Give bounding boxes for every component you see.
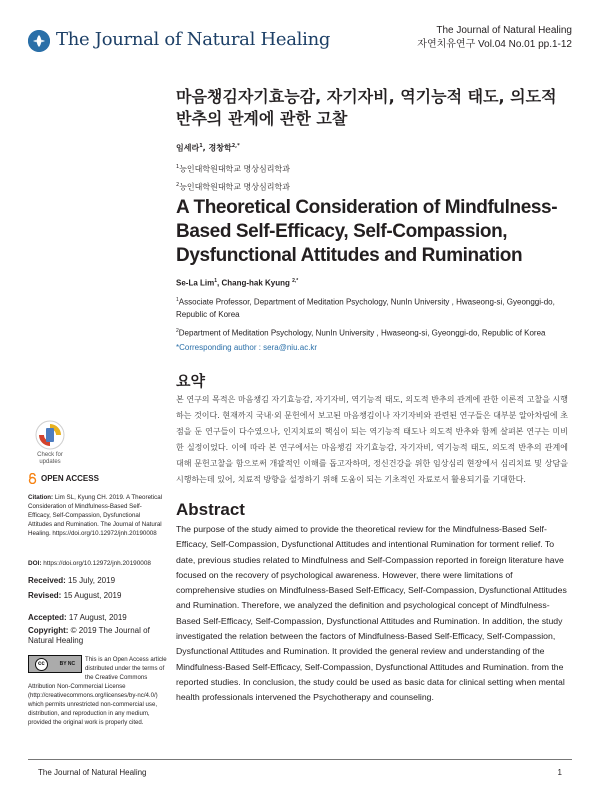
english-author-2: , Chang-hak Kyung	[217, 278, 293, 288]
footer-rule	[28, 759, 572, 760]
citation-block	[28, 493, 163, 538]
english-author-1: Se-La Lim	[176, 278, 215, 288]
dates-block	[28, 574, 168, 603]
english-abstract-heading: Abstract	[176, 500, 245, 519]
english-title: A Theoretical Consideration of Mindfulness-Based Self-Efficacy, Self-Compassion, Dysfunctional Attitudes and Rumination	[176, 197, 558, 266]
korean-abstract-body: 본 연구의 목적은 마음챙김 자기효능감, 자기자비, 역기능적 태도, 의도적 반추의 관계에 관한 이론적 고찰을 시행하는 것이다. 현재까지 국내·외 문헌에서 보고된 마음챙김이나 자기자비와 관련된 연구들은 대부분 알아차림에 초점을 둔 연구들이 다수였으나, 인지치료의 핵심이 되는 역기능적 태도나 의도적 반추와 함께 살펴본 연구는 미비한 실정이었다. 이에 따라 본 연구에서는 마음챙김 자기효능감, 자기자비, 역기능적 태도, 의도적 반추의 관계에 대해 문헌고찰을 함으로써 개괄적인 이해를 돕고자하며, 정신건강을 위한 임상심리 현장에서 심리치료 및 상담을 시행하는데 있어, 치료적 방향을 설정하기 위해 도움이 되는 기초적인 자료로서 활용되기를 기대한다.	[176, 395, 568, 484]
accepted-date	[28, 613, 168, 623]
page-number: 1	[557, 768, 562, 777]
english-affiliation-1-text: Associate Professor, Department of Meditation Psychology, NunIn University , Hwaseong-si, Gyeonggi-do, Republic of Korea	[176, 297, 555, 320]
footer-journal: The Journal of Natural Healing	[38, 768, 147, 777]
korean-affiliation-1-sup: 1	[176, 163, 180, 170]
copyright-value: © 2019 The Journal of Natural Healing	[28, 626, 150, 645]
english-affiliation-2	[176, 325, 568, 340]
doi-link[interactable]: https://doi.org/10.12972/jnh.20190008	[41, 560, 151, 567]
open-lock-icon	[28, 473, 37, 484]
english-affiliation-1	[176, 294, 568, 322]
korean-affiliation-2	[176, 179, 568, 194]
korean-affiliation-1	[176, 161, 568, 176]
cc-badge-label: BY NC	[59, 660, 76, 667]
cc-icon: cc	[35, 658, 48, 671]
english-authors-block	[176, 275, 568, 342]
english-affiliation-2-text: Department of Meditation Psychology, NunIn University , Hwaseong-si, Gyeonggi-do, Republic of Korea	[178, 328, 546, 338]
english-affiliation-1-sup: 1	[176, 296, 179, 303]
revised-label: Revised:	[28, 590, 62, 600]
korean-author-1-sup: 1	[199, 143, 203, 149]
check-updates-icon	[35, 420, 65, 450]
korean-title: 마음챙김자기효능감, 자기자비, 역기능적 태도, 의도적 반추의 관계에 관한 고찰	[176, 87, 557, 128]
received-label: Received:	[28, 576, 66, 585]
check-updates-label: Check for updates	[37, 452, 63, 465]
header-journal-name: The Journal of Natural Healing	[436, 25, 572, 36]
english-author-2-sup: 2,*	[292, 278, 299, 284]
accepted-value: 17 August, 2019	[66, 613, 127, 622]
doi-line	[28, 560, 168, 567]
korean-author-2-sup: 2,*	[231, 143, 240, 149]
received-value: 15 July, 2019	[65, 576, 116, 585]
korean-affiliation-2-sup: 2	[176, 182, 180, 189]
open-access-badge	[28, 473, 168, 484]
journal-logo-icon	[28, 30, 50, 52]
english-abstract-body: The purpose of the study aimed to provide the theoretical review for the Mindfulness-Based Self-Efficacy, Self-Compassion, Dysfunctional Attitudes and intentional Rumination for torment relief. To date, previous studies related to Mindfulness and Self-Compassion reported in foreign literature have focused on the recovery of psychological awareness. However, there were limitations of comprehensive studies on Mindfulness-Based Self-Efficacy, Self-Compassion, Dysfunctional Attitudes and Rumination. Therefore, we analyzed the definition and psychological concept of Mindfulness-Based Self-Efficacy, Self-Compassion, Dysfunctional Attitudes and Rumination. In addition, the study investigated the relation between the factors of Mindfulness-Based Self-Efficacy, Self-Compassion, Dysfunctional Attitudes and Rumination. It provided the general review and understanding of the Mindfulness-Based Self-Efficacy, Self-Compassion, Dysfunctional Attitudes and Rumination. from the reported studies. In conclusion, the study could be used as basic data for clinical setting when mental health professionals intervened the Psychotherapy and counseling.	[176, 524, 567, 703]
korean-abstract-heading: 요약	[176, 372, 205, 390]
license-text: This is an Open Access article distributed under the terms of the Creative Commons Attribution Non-Commercial License (http://creativecommons.org/licenses/by-nc/4.0/) which permits unrestricted non-commercial use, distribution, and reproduction in any medium, provided the original work is properly cited.	[28, 656, 167, 726]
copyright-line	[28, 626, 168, 646]
english-affiliation-2-sup: 2	[176, 328, 179, 335]
korean-author-1: 임세라	[176, 143, 200, 153]
check-for-updates-badge[interactable]	[30, 420, 70, 466]
korean-authors	[176, 140, 568, 155]
license-block	[28, 655, 168, 727]
revised-date	[28, 589, 168, 604]
corresponding-author[interactable]: *Corresponding author : sera@niu.ac.kr	[176, 343, 318, 352]
cc-license-badge[interactable]	[28, 655, 82, 673]
page-header	[0, 0, 600, 80]
copyright-label: Copyright:	[28, 626, 69, 635]
korean-author-2: , 경창학	[202, 143, 232, 153]
english-author-1-sup: 1	[214, 278, 218, 284]
journal-name: The Journal of Natural Healing	[56, 29, 331, 50]
received-date	[28, 574, 168, 589]
doi-label: DOI:	[28, 560, 42, 567]
citation-text: Lim SL, Kyung CH. 2019. A Theoretical Consideration of Mindfulness-Based Self-Efficacy, Self-Compassion, Dysfunctional Attitudes and Rumination. The Journal of Natural Healing. https://doi.org/10.12972/jnh.20190008	[28, 494, 163, 537]
korean-affiliation-2-text: 능인대학원대학교 명상심리학과	[179, 182, 290, 192]
volume-info: 자연치유연구 Vol.04 No.01 pp.1-12	[417, 39, 572, 50]
copyright-block	[28, 613, 168, 646]
citation-label: Citation:	[28, 494, 54, 501]
korean-affiliation-1-text: 능인대학원대학교 명상심리학과	[179, 164, 290, 174]
revised-value: 15 August, 2019	[61, 590, 122, 600]
english-authors	[176, 275, 568, 290]
header-info	[417, 24, 572, 52]
open-access-label: OPEN ACCESS	[41, 474, 99, 483]
accepted-label: Accepted:	[28, 613, 67, 622]
korean-authors-block	[176, 140, 568, 194]
